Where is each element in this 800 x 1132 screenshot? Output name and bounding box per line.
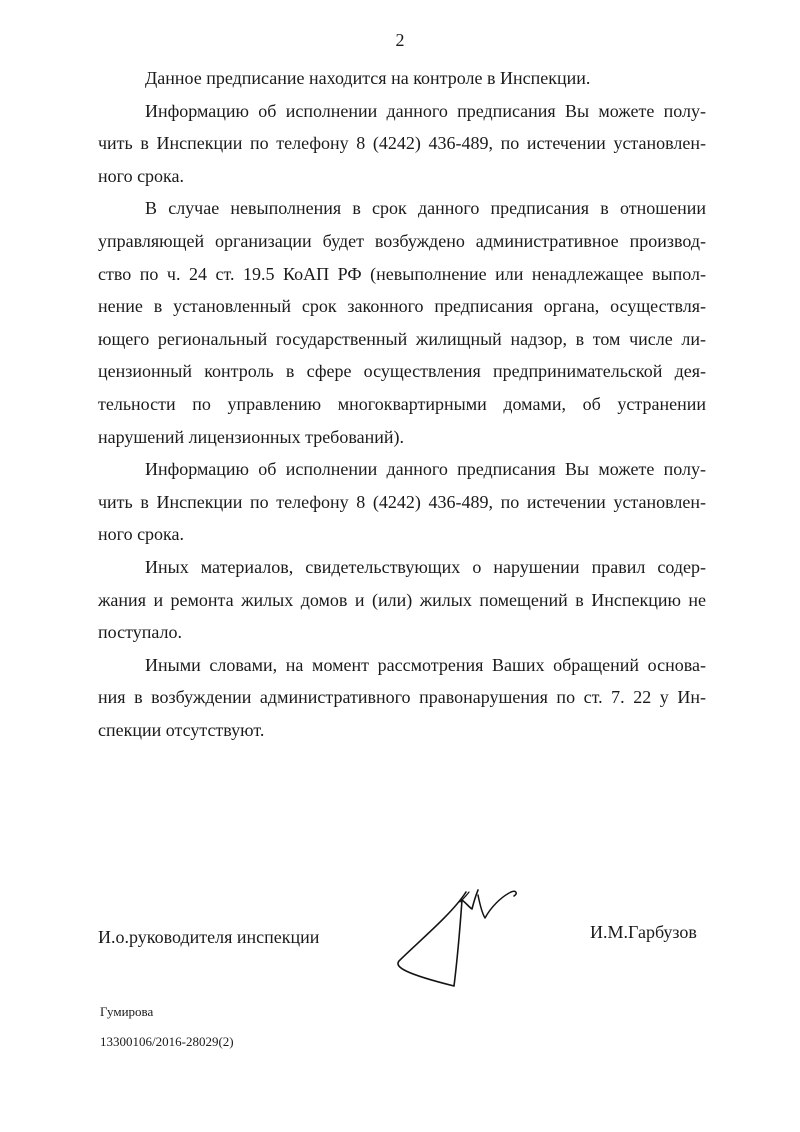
paragraph-line: тельности по управлению многоквартирными домами, об устранении bbox=[98, 393, 706, 414]
handwritten-signature bbox=[390, 880, 520, 995]
paragraph-line: чить в Инспекции по телефону 8 (4242) 436-489, по истечении установлен- bbox=[98, 133, 706, 154]
paragraph-line: В случае невыполнения в срок данного предписания в отношении bbox=[145, 198, 706, 219]
page-number: 2 bbox=[395, 30, 405, 50]
paragraph-line: Информацию об исполнении данного предписания Вы можете полу- bbox=[145, 459, 706, 480]
paragraph-line: спекции отсутствуют. bbox=[98, 719, 265, 740]
paragraph-line: чить в Инспекции по телефону 8 (4242) 436-489, по истечении установлен- bbox=[98, 491, 706, 512]
paragraph-line: ство по ч. 24 ст. 19.5 КоАП РФ (невыполнение или ненадлежащее выпол- bbox=[98, 263, 706, 284]
paragraph-line: Иных материалов, свидетельствующих о нарушении правил содер- bbox=[145, 556, 706, 577]
paragraph-line: управляющей организации будет возбуждено административное производ- bbox=[98, 230, 706, 251]
paragraph-line: поступало. bbox=[98, 622, 182, 643]
paragraph-line: нение в установленный срок законного предписания органа, осуществля- bbox=[98, 296, 706, 317]
paragraph-line: Данное предписание находится на контроле в Инспекции. bbox=[145, 68, 591, 88]
letter-body bbox=[98, 62, 706, 746]
paragraph-line: жания и ремонта жилых домов и (или) жилых помещений в Инспекцию не bbox=[98, 589, 706, 610]
signatory-position: И.о.руководителя инспекции bbox=[98, 927, 320, 947]
paragraph-line: Информацию об исполнении данного предписания Вы можете полу- bbox=[145, 100, 706, 121]
paragraph-line: ющего региональный государственный жилищный надзор, в том числе ли- bbox=[98, 328, 706, 349]
paragraph-line: нарушений лицензионных требований). bbox=[98, 426, 404, 447]
paragraph-line: Иными словами, на момент рассмотрения Ваших обращений основа- bbox=[145, 654, 706, 675]
executor-name: Гумирова bbox=[100, 1004, 154, 1019]
signatory-name: И.М.Гарбузов bbox=[590, 922, 697, 942]
paragraph-line: цензионный контроль в сфере осуществления предпринимательской дея- bbox=[98, 361, 706, 382]
paragraph-line: ного срока. bbox=[98, 524, 185, 545]
document-reference-number: 13300106/2016-28029(2) bbox=[100, 1034, 234, 1049]
paragraph-line: ния в возбуждении административного правонарушения по ст. 7. 22 у Ин- bbox=[98, 687, 706, 708]
paragraph-line: ного срока. bbox=[98, 165, 185, 186]
